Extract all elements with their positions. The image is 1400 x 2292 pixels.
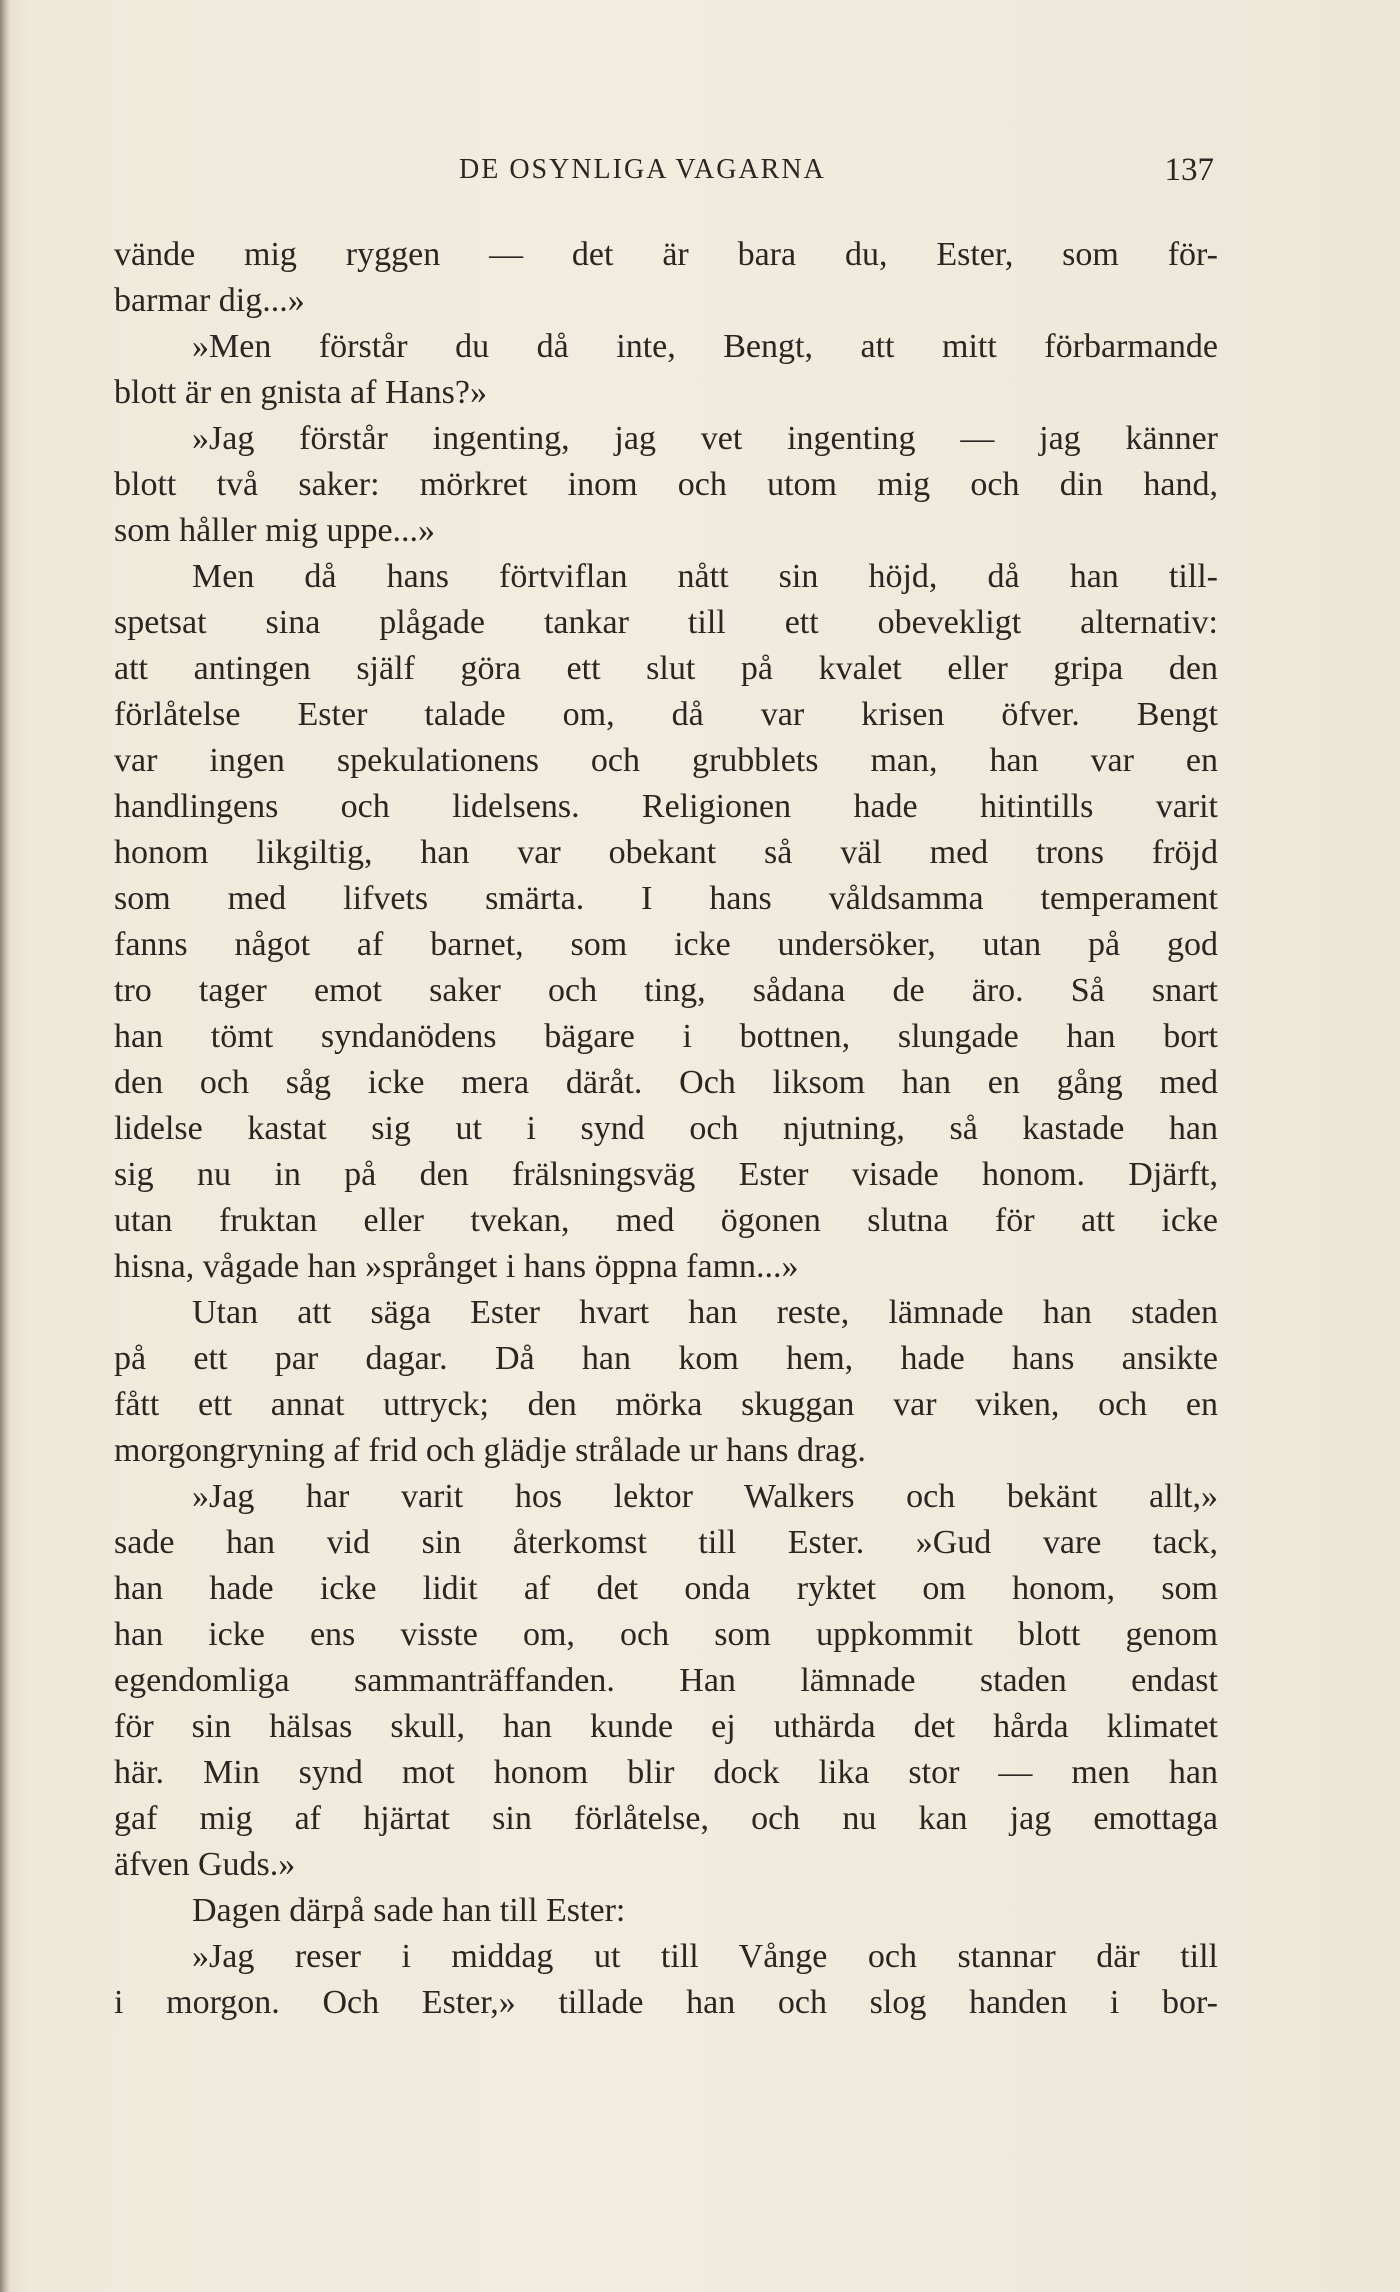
page-spine-shadow xyxy=(0,0,10,2292)
text-line: utan fruktan eller tvekan, med ögonen slutna för att icke xyxy=(114,1202,1218,1239)
text-line: som med lifvets smärta. I hans våldsamma temperament xyxy=(114,880,1218,917)
text-line: för sin hälsas skull, han kunde ej uthärda det hårda klimatet xyxy=(114,1708,1218,1745)
text-line: fanns något af barnet, som icke undersöker, utan på god xyxy=(114,926,1218,963)
text-line: lidelse kastat sig ut i synd och njutning, så kastade han xyxy=(114,1110,1218,1147)
text-line: vände mig ryggen — det är bara du, Ester, som för- xyxy=(114,236,1218,273)
text-line: han icke ens visste om, och som uppkommit blott genom xyxy=(114,1616,1218,1653)
text-line: egendomliga sammanträffanden. Han lämnade staden endast xyxy=(114,1662,1218,1699)
text-line: barmar dig...» xyxy=(114,282,305,319)
text-line: »Men förstår du då inte, Bengt, att mitt förbarmande xyxy=(192,328,1218,365)
text-line: Men då hans förtviflan nått sin höjd, då han till- xyxy=(192,558,1218,595)
text-line: förlåtelse Ester talade om, då var krisen öfver. Bengt xyxy=(114,696,1218,733)
text-line: sade han vid sin återkomst till Ester. »Gud vare tack, xyxy=(114,1524,1218,1561)
page-number: 137 xyxy=(1164,152,1214,188)
text-line: honom likgiltig, han var obekant så väl med trons fröjd xyxy=(114,834,1218,871)
text-line: fått ett annat uttryck; den mörka skuggan var viken, och en xyxy=(114,1386,1218,1423)
text-line: var ingen spekulationens och grubblets man, han var en xyxy=(114,742,1218,779)
text-line: gaf mig af hjärtat sin förlåtelse, och nu kan jag emottaga xyxy=(114,1800,1218,1837)
text-line: »Jag har varit hos lektor Walkers och bekänt allt,» xyxy=(192,1478,1218,1515)
text-line: spetsat sina plågade tankar till ett obevekligt alternativ: xyxy=(114,604,1218,641)
text-line: här. Min synd mot honom blir dock lika stor — men han xyxy=(114,1754,1218,1791)
running-head: DE OSYNLIGA VAGARNA xyxy=(459,154,826,185)
text-line: på ett par dagar. Då han kom hem, hade hans ansikte xyxy=(114,1340,1218,1377)
text-line: morgongryning af frid och glädje strålade ur hans drag. xyxy=(114,1432,866,1469)
text-line: Dagen därpå sade han till Ester: xyxy=(192,1892,626,1929)
text-line: »Jag förstår ingenting, jag vet ingenting — jag känner xyxy=(192,420,1218,457)
text-line: som håller mig uppe...» xyxy=(114,512,436,549)
text-line: blott är en gnista af Hans?» xyxy=(114,374,487,411)
text-line: tro tager emot saker och ting, sådana de äro. Så snart xyxy=(114,972,1218,1009)
text-line: att antingen själf göra ett slut på kvalet eller gripa den xyxy=(114,650,1218,687)
text-line: Utan att säga Ester hvart han reste, lämnade han staden xyxy=(192,1294,1218,1331)
text-line: äfven Guds.» xyxy=(114,1846,296,1883)
text-line: handlingens och lidelsens. Religionen hade hitintills varit xyxy=(114,788,1218,825)
text-line: sig nu in på den frälsningsväg Ester visade honom. Djärft, xyxy=(114,1156,1218,1193)
text-line: i morgon. Och Ester,» tillade han och slog handen i bor- xyxy=(114,1984,1218,2021)
text-line: han hade icke lidit af det onda ryktet om honom, som xyxy=(114,1570,1218,1607)
page-header xyxy=(114,150,1214,190)
text-line: den och såg icke mera däråt. Och liksom han en gång med xyxy=(114,1064,1218,1101)
text-line: han tömt syndanödens bägare i bottnen, slungade han bort xyxy=(114,1018,1218,1055)
text-line: hisna, vågade han »språnget i hans öppna famn...» xyxy=(114,1248,799,1285)
body-text xyxy=(114,232,1218,2026)
text-line: »Jag reser i middag ut till Vånge och stannar där till xyxy=(192,1938,1218,1975)
text-line: blott två saker: mörkret inom och utom mig och din hand, xyxy=(114,466,1218,503)
